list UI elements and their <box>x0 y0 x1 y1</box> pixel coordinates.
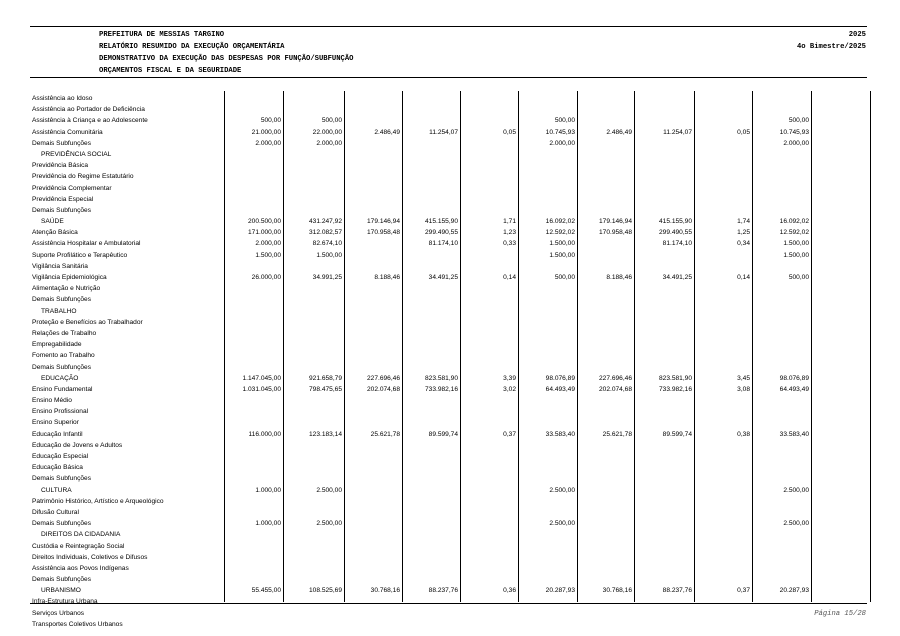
cell-value: 10.745,93 <box>545 128 575 136</box>
expenses-table <box>30 93 870 630</box>
row-label: Educação de Jovens e Adultos <box>32 441 123 449</box>
row-label: Suporte Profilático e Terapêutico <box>32 251 128 259</box>
row-label: PREVIDÊNCIA SOCIAL <box>41 150 112 158</box>
table-row <box>30 608 870 619</box>
cell-value: 81.174,10 <box>662 240 692 248</box>
cell-value: 415.155,90 <box>424 218 458 226</box>
row-label: DIREITOS DA CIDADANIA <box>41 531 121 539</box>
table-row <box>30 485 870 496</box>
cell-value: 1.500,00 <box>783 240 809 248</box>
cell-value: 2.000,00 <box>255 139 281 147</box>
dash-mark <box>344 475 345 482</box>
cell-value: 415.155,90 <box>658 218 692 226</box>
page-number: Página 15/28 <box>814 610 866 618</box>
cell-value: 3,39 <box>503 374 516 382</box>
table-row <box>30 518 870 529</box>
row-label: Transportes Coletivos Urbanos <box>32 620 123 628</box>
cell-value: 179.146,94 <box>598 218 632 226</box>
row-label: Previdência Complementar <box>32 184 112 192</box>
cell-value: 431.247,92 <box>308 218 342 226</box>
cell-value: 98.076,89 <box>545 374 575 382</box>
cell-value: 1.500,00 <box>255 251 281 259</box>
row-label: Demais Subfunções <box>32 206 92 214</box>
cell-value: 12.592,02 <box>545 229 575 237</box>
cell-value: 20.287,93 <box>545 587 575 595</box>
cell-value: 2.500,00 <box>316 486 342 494</box>
cell-value: 2.000,00 <box>316 139 342 147</box>
table-row <box>30 362 870 373</box>
table-row <box>30 294 870 305</box>
table-row <box>30 563 870 574</box>
table-row <box>30 440 870 451</box>
table-row <box>30 261 870 272</box>
cell-value: 2.000,00 <box>255 240 281 248</box>
row-label: Educação Infantil <box>32 430 83 438</box>
table-row <box>30 127 870 138</box>
table-row <box>30 373 870 384</box>
row-label: Vigilância Sanitária <box>32 262 88 270</box>
cell-value: 1.147.045,00 <box>242 374 281 382</box>
cell-value: 1.031.045,00 <box>242 385 281 393</box>
table-row <box>30 205 870 216</box>
dash-mark <box>634 296 635 303</box>
cell-value: 88.237,76 <box>428 587 458 595</box>
table-row <box>30 552 870 563</box>
table-row <box>30 541 870 552</box>
table-row <box>30 529 870 540</box>
table-row <box>30 171 870 182</box>
table-row <box>30 462 870 473</box>
header-line-2: RELATÓRIO RESUMIDO DA EXECUÇÃO ORÇAMENTÁRIA <box>99 43 285 51</box>
row-label: Assistência Comunitária <box>32 128 103 136</box>
cell-value: 25.621,78 <box>370 430 400 438</box>
cell-value: 823.581,90 <box>658 374 692 382</box>
cell-value: 733.982,16 <box>424 385 458 393</box>
cell-value: 11.254,07 <box>429 128 458 136</box>
row-label: Ensino Superior <box>32 419 79 427</box>
cell-value: 200.500,00 <box>247 218 281 226</box>
cell-value: 8.188,46 <box>374 274 400 281</box>
table-row <box>30 619 870 630</box>
cell-value: 98.076,89 <box>779 374 809 382</box>
row-label: Direitos Individuais, Coletivos e Difusos <box>32 553 148 561</box>
row-label: Ensino Médio <box>32 397 72 405</box>
cell-value: 26.000,00 <box>251 274 281 281</box>
table-row <box>30 384 870 395</box>
cell-value: 202.074,68 <box>598 385 632 393</box>
row-label: Demais Subfunções <box>32 296 92 304</box>
cell-value: 1.500,00 <box>549 240 575 248</box>
cell-value: 89.599,74 <box>662 430 692 438</box>
dash-mark <box>402 475 403 482</box>
cell-value: 202.074,68 <box>366 385 400 393</box>
cell-value: 1.000,00 <box>255 520 281 528</box>
cell-value: 3,02 <box>503 385 516 393</box>
row-label: Fomento ao Trabalho <box>32 352 95 360</box>
cell-value: 64.493,49 <box>545 385 575 393</box>
dash-mark <box>694 296 695 303</box>
header-line-3: DEMONSTRATIVO DA EXECUÇÃO DAS DESPESAS POR FUNÇÃO/SUBFUNÇÃO <box>99 55 354 63</box>
cell-value: 10.745,93 <box>779 128 809 136</box>
cell-value: 33.583,40 <box>779 430 809 438</box>
table-row <box>30 149 870 160</box>
dash-mark <box>518 296 519 303</box>
cell-value: 8.188,46 <box>606 274 632 281</box>
cell-value: 0,37 <box>503 430 516 438</box>
header-line-1: PREFEITURA DE MESSIAS TARGINO <box>99 31 225 39</box>
row-label: Custódia e Reintegração Social <box>32 542 125 550</box>
cell-value: 0,36 <box>503 587 516 595</box>
cell-value: 733.982,16 <box>658 385 692 393</box>
cell-value: 2.500,00 <box>316 520 342 528</box>
cell-value: 64.493,49 <box>779 385 809 393</box>
cell-value: 299.490,55 <box>424 229 458 237</box>
table-row <box>30 104 870 115</box>
row-label: Demais Subfunções <box>32 475 92 483</box>
table-row <box>30 194 870 205</box>
row-label: Demais Subfunções <box>32 576 92 584</box>
cell-value: 823.581,90 <box>424 374 458 382</box>
table-row <box>30 496 870 507</box>
row-label: Patrimônio Histórico, Artístico e Arqueológico <box>32 497 164 505</box>
cell-value: 21.000,00 <box>251 128 281 136</box>
cell-value: 2.486,49 <box>606 128 632 136</box>
row-label: TRABALHO <box>41 307 77 315</box>
cell-value: 0,14 <box>503 274 516 281</box>
cell-value: 33.583,40 <box>545 430 575 438</box>
cell-value: 3,08 <box>737 385 750 393</box>
cell-value: 55.455,00 <box>251 587 281 595</box>
cell-value: 0,33 <box>503 240 516 248</box>
dash-mark <box>811 296 812 303</box>
cell-value: 1.500,00 <box>316 251 342 259</box>
row-label: Infra-Estrutura Urbana <box>32 598 98 606</box>
table-row <box>30 115 870 126</box>
table-row <box>30 160 870 171</box>
header-year: 2025 <box>848 31 866 39</box>
column-divider <box>870 91 871 602</box>
row-label: Previdência Básica <box>32 162 89 170</box>
table-row <box>30 429 870 440</box>
row-label: EDUCAÇÃO <box>41 374 79 382</box>
table-row <box>30 216 870 227</box>
top-rule <box>30 26 867 27</box>
row-label: Proteção e Benefícios ao Trabalhador <box>32 318 143 326</box>
row-label: Empregabilidade <box>32 341 82 349</box>
row-label: SAÚDE <box>41 218 64 226</box>
row-label: Alimentação e Nutrição <box>32 285 101 293</box>
table-row <box>30 451 870 462</box>
table-row <box>30 473 870 484</box>
row-label: Atenção Básica <box>32 229 78 237</box>
table-row <box>30 585 870 596</box>
cell-value: 2.500,00 <box>549 486 575 494</box>
row-label: Assistência à Criança e ao Adolescente <box>32 117 148 125</box>
cell-value: 1.000,00 <box>255 486 281 494</box>
row-label: Serviços Urbanos <box>32 609 85 617</box>
row-label: Ensino Fundamental <box>32 385 93 393</box>
table-row <box>30 93 870 104</box>
cell-value: 500,00 <box>788 117 809 125</box>
dash-mark <box>402 296 403 303</box>
cell-value: 2.500,00 <box>783 486 809 494</box>
cell-value: 299.490,55 <box>658 229 692 237</box>
table-row <box>30 406 870 417</box>
table-row <box>30 350 870 361</box>
cell-value: 0,34 <box>737 240 750 248</box>
row-label: Previdência Especial <box>32 195 94 203</box>
cell-value: 179.146,94 <box>366 218 400 226</box>
cell-value: 1,23 <box>503 229 516 237</box>
table-row <box>30 283 870 294</box>
header-line-4: ORÇAMENTOS FISCAL E DA SEGURIDADE <box>99 67 242 75</box>
cell-value: 123.183,14 <box>308 430 342 438</box>
header-rule <box>30 77 867 78</box>
cell-value: 227.696,46 <box>598 374 632 382</box>
cell-value: 82.674,10 <box>312 240 342 248</box>
table-row <box>30 507 870 518</box>
row-label: Demais Subfunções <box>32 363 92 371</box>
table-row <box>30 395 870 406</box>
row-label: Educação Especial <box>32 453 89 460</box>
cell-value: 12.592,02 <box>779 229 809 237</box>
row-label: URBANISMO <box>41 587 81 595</box>
cell-value: 1.500,00 <box>549 251 575 259</box>
cell-value: 0,05 <box>503 128 516 136</box>
dash-mark <box>460 296 461 303</box>
cell-value: 30.768,16 <box>602 587 632 595</box>
cell-value: 500,00 <box>554 117 575 125</box>
cell-value: 227.696,46 <box>366 374 400 382</box>
row-label: Assistência ao Portador de Deficiência <box>32 106 145 114</box>
cell-value: 30.768,16 <box>370 587 400 595</box>
cell-value: 34.491,25 <box>428 274 458 281</box>
table-row <box>30 272 870 283</box>
cell-value: 1,74 <box>737 218 750 226</box>
cell-value: 1.500,00 <box>783 251 809 259</box>
row-label: Educação Básica <box>32 464 83 472</box>
cell-value: 108.525,69 <box>308 587 342 595</box>
cell-value: 500,00 <box>260 117 281 125</box>
row-label: Difusão Cultural <box>32 508 79 516</box>
dash-mark <box>577 296 578 303</box>
cell-value: 2.000,00 <box>783 139 809 147</box>
cell-value: 22.000,00 <box>312 128 342 136</box>
cell-value: 88.237,76 <box>662 587 692 595</box>
header-period: 4o Bimestre/2025 <box>796 43 866 51</box>
table-row <box>30 417 870 428</box>
cell-value: 0,38 <box>737 430 750 438</box>
table-row <box>30 596 870 607</box>
cell-value: 171.000,00 <box>247 229 281 237</box>
cell-value: 25.621,78 <box>602 430 632 438</box>
row-label: Vigilância Epidemiológica <box>32 274 107 281</box>
cell-value: 11.254,07 <box>663 128 692 136</box>
dash-mark <box>344 296 345 303</box>
cell-value: 1,71 <box>503 218 516 226</box>
table-row <box>30 317 870 328</box>
row-label: Demais Subfunções <box>32 520 92 528</box>
table-row <box>30 238 870 249</box>
row-label: CULTURA <box>41 486 72 494</box>
table-row <box>30 328 870 339</box>
cell-value: 34.991,25 <box>312 274 342 281</box>
cell-value: 500,00 <box>788 274 809 281</box>
row-label: Ensino Profissional <box>32 408 89 416</box>
row-label: Assistência aos Povos Indígenas <box>32 564 129 572</box>
dash-mark <box>518 475 519 482</box>
table-row <box>30 183 870 194</box>
cell-value: 116.000,00 <box>248 430 281 438</box>
cell-value: 2.500,00 <box>783 520 809 528</box>
cell-value: 34.491,25 <box>662 274 692 281</box>
row-label: Assistência Hospitalar e Ambulatorial <box>32 240 141 248</box>
cell-value: 798.475,65 <box>308 385 342 393</box>
table-row <box>30 339 870 350</box>
cell-value: 170.958,48 <box>366 229 400 237</box>
row-label: Relações de Trabalho <box>32 329 97 337</box>
cell-value: 0,37 <box>737 587 750 595</box>
cell-value: 2.486,49 <box>374 128 400 136</box>
table-row <box>30 227 870 238</box>
cell-value: 2.500,00 <box>549 520 575 528</box>
row-label: Assistência ao Idoso <box>32 95 93 102</box>
table-row <box>30 306 870 317</box>
cell-value: 500,00 <box>554 274 575 281</box>
cell-value: 0,14 <box>737 274 750 281</box>
cell-value: 0,05 <box>737 128 750 136</box>
cell-value: 2.000,00 <box>549 139 575 147</box>
cell-value: 500,00 <box>321 117 342 125</box>
cell-value: 16.092,02 <box>545 218 575 226</box>
cell-value: 1,25 <box>737 229 750 237</box>
table-row <box>30 250 870 261</box>
cell-value: 3,45 <box>737 374 750 382</box>
table-row <box>30 138 870 149</box>
cell-value: 170.958,48 <box>598 229 632 237</box>
cell-value: 81.174,10 <box>428 240 458 248</box>
cell-value: 89.599,74 <box>428 430 458 438</box>
table-row <box>30 574 870 585</box>
dash-mark <box>752 296 753 303</box>
row-label: Previdência do Regime Estatutário <box>32 173 134 181</box>
cell-value: 921.658,79 <box>308 374 342 382</box>
cell-value: 16.092,02 <box>779 218 809 226</box>
cell-value: 312.082,57 <box>308 229 342 237</box>
cell-value: 20.287,93 <box>779 587 809 595</box>
row-label: Demais Subfunções <box>32 139 92 147</box>
